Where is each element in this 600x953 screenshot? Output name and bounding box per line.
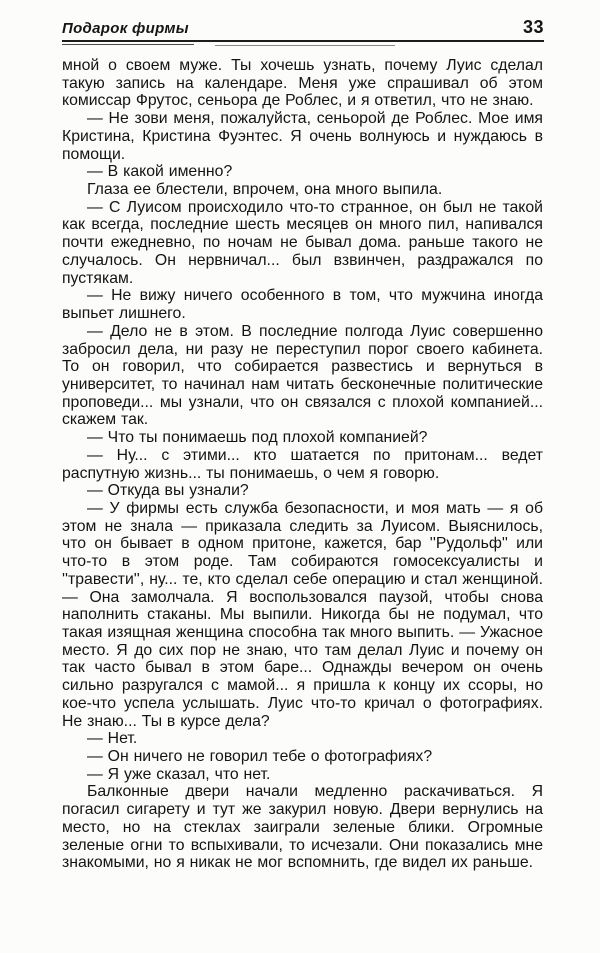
- running-header: [62, 16, 544, 42]
- body-paragraph: — У фирмы есть служба безопасности, и моя мать — я об этом не знала — приказала следить за Луисом. Выяснилось, что он бывает в одном притоне, кажется, бар ''Рудольф'' или что-то в этом роде. Там собираются гомосексуалисты и ''травести'', ну... те, кто сделал себе операцию и стал женщиной. — Она замолчала. Я воспользовался паузой, чтобы снова наполнить стаканы. Мы выпили. Никогда бы не подумал, что такая изящная женщина способна так много выпить. — Ужасное место. Я до сих пор не знаю, что там делал Луис и почему он так часто бывал в этом баре... Однажды вечером он очень сильно разругался с мамой... я пришла к концу их ссоры, но кое-что успела услышать. Луис что-то кричал о фотографиях. Не знаю... Ты в курсе дела?: [62, 499, 543, 730]
- header-rule-fragment: [62, 44, 194, 45]
- body-paragraph: — Что ты понимаешь под плохой компанией?: [87, 429, 428, 447]
- body-paragraph: — Не вижу ничего особенного в том, что мужчина иногда выпьет лишнего.: [62, 287, 543, 323]
- running-title: Подарок фирмы: [62, 20, 189, 37]
- body-paragraph: — Не зови меня, пожалуйста, сеньорой де Роблес. Мое имя Кристина, Кристина Фуэнтес. Я очень волнуюсь и нуждаюсь в помощи.: [62, 110, 543, 163]
- body-paragraph: — Я уже сказал, что нет.: [87, 765, 271, 783]
- body-paragraph: — Он ничего не говорил тебе о фотографиях?: [87, 748, 433, 766]
- body-paragraph: — В какой именно?: [87, 163, 233, 181]
- page-number: 33: [522, 17, 544, 37]
- body-paragraph: — С Луисом происходило что-то странное, он был не такой как всегда, последние шесть месяцев он много пил, напивался почти ежедневно, по ночам не бывал дома. раньше такого не случалось. Он нервничал... был взвинчен, раздражался по пустякам.: [62, 198, 543, 287]
- body-paragraph: — Ну... с этими... кто шатается по притонам... ведет распутную жизнь... ты понимаешь, о чем я говорю.: [62, 446, 543, 482]
- body-paragraph: — Нет.: [87, 730, 138, 748]
- body-paragraph: мной о своем муже. Ты хочешь узнать, почему Луис сделал такую запись на календаре. Меня уже спрашивал об этом комиссар Фрутос, сеньора де Роблес, и я ответил, что не знаю.: [62, 57, 543, 110]
- header-rule-fragment-2: [215, 45, 395, 46]
- body-paragraph: Глаза ее блестели, впрочем, она много выпила.: [87, 181, 443, 199]
- page-body: [62, 57, 543, 872]
- body-paragraph: — Дело не в этом. В последние полгода Луис совершенно забросил дела, ни разу не переступил порог своего кабинета. То он говорил, что собирается развестись и вернуться в университет, то начинал нам читать бесконечные политические проповеди... мы узнали, что он связался с плохой компанией... скажем так.: [62, 322, 543, 429]
- body-paragraph: — Откуда вы узнали?: [87, 482, 249, 500]
- body-paragraph: Балконные двери начали медленно раскачиваться. Я погасил сигарету и тут же закурил новую. Двери вернулись на место, но на стеклах заиграли зеленые блики. Огромные зеленые огни то вспыхивали, то исчезали. Они показались мне знакомыми, но я никак не мог вспомнить, где видел их раньше.: [62, 783, 543, 872]
